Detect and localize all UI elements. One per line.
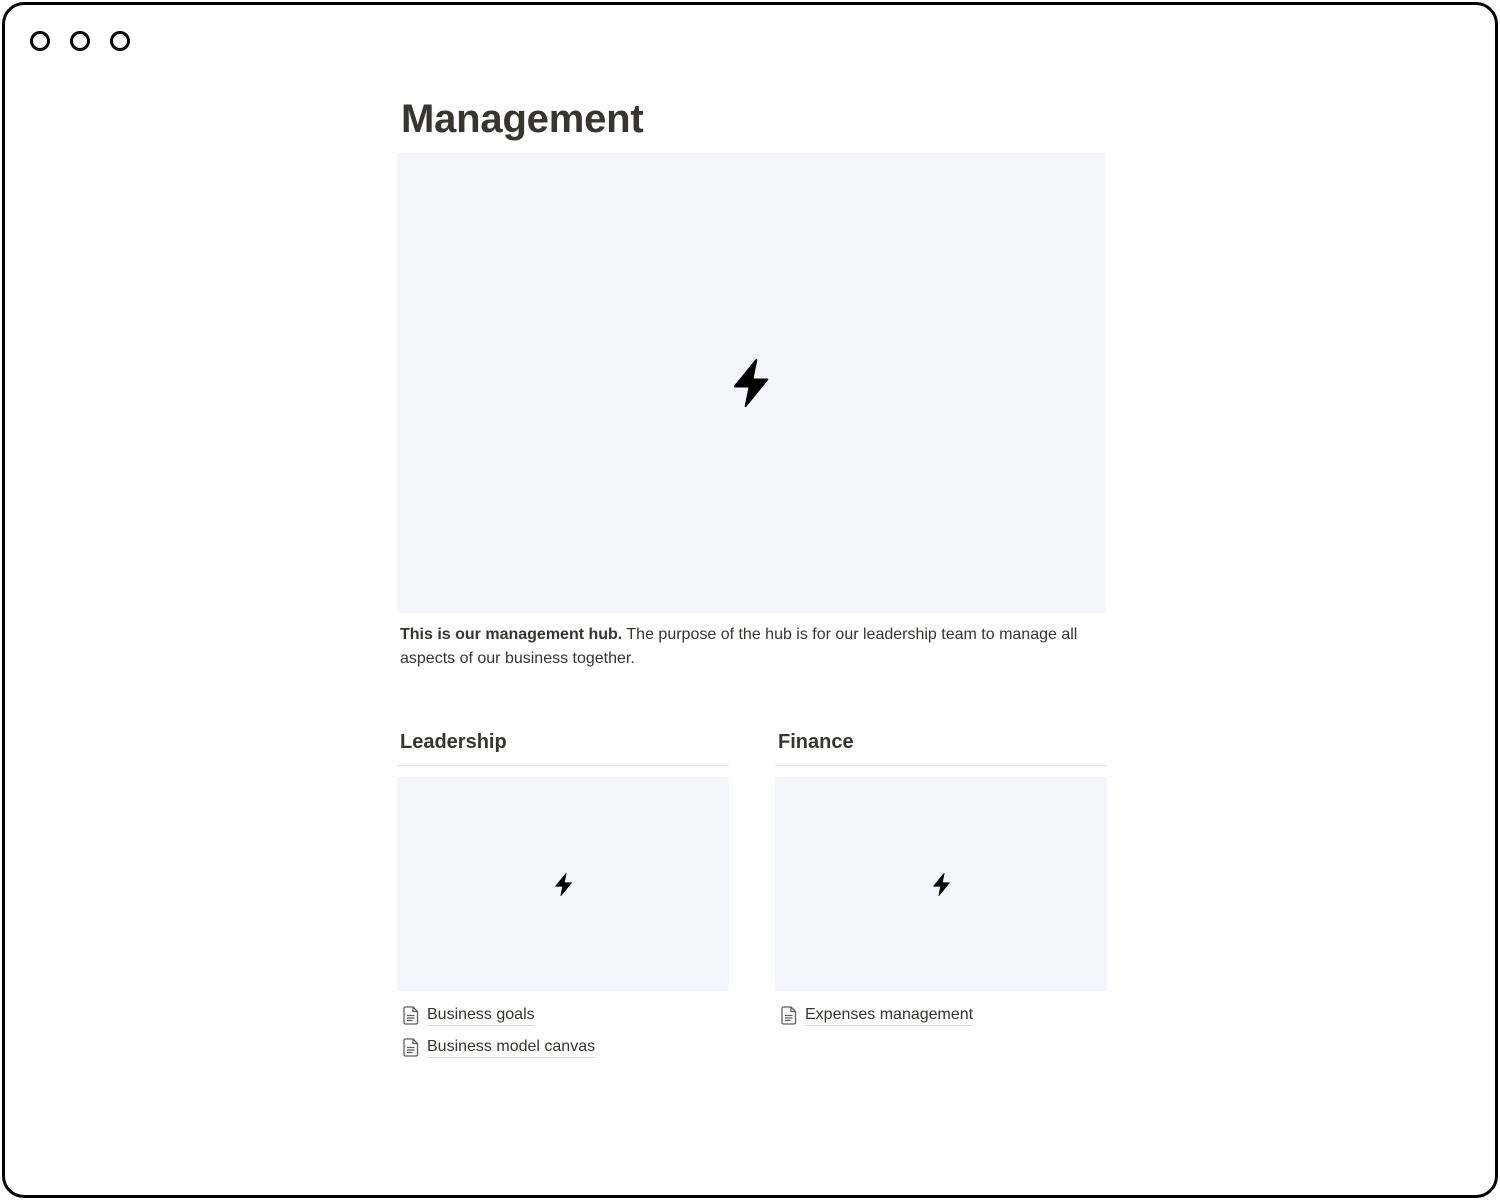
- link-list-finance: [775, 999, 1107, 1031]
- page-title[interactable]: Management: [401, 97, 644, 141]
- page-link-label: Business goals: [427, 1005, 535, 1026]
- sections-columns: [397, 729, 1107, 1063]
- page-link-expenses-management[interactable]: [775, 999, 1107, 1031]
- lightning-bolt-icon: [554, 873, 573, 896]
- link-list-leadership: [397, 999, 729, 1063]
- window-controls: [30, 31, 130, 51]
- section-finance: [775, 729, 1107, 1063]
- page-cover[interactable]: [397, 153, 1105, 613]
- page-link-label: Expenses management: [805, 1005, 973, 1026]
- intro-bold-text: This is our management hub.: [400, 626, 623, 643]
- page-link-business-goals[interactable]: [397, 999, 729, 1031]
- section-cover-finance[interactable]: [775, 777, 1107, 991]
- lightning-bolt-icon: [932, 873, 951, 896]
- intro-body-text: The purpose of the hub is for our leadership team to manage all aspects of our business together.: [400, 626, 1078, 667]
- window-minimize-button[interactable]: [70, 31, 90, 51]
- window-maximize-button[interactable]: [110, 31, 130, 51]
- intro-paragraph: [397, 623, 1100, 671]
- document-icon: [401, 1005, 421, 1025]
- document-icon: [401, 1037, 421, 1057]
- app-window: [2, 2, 1498, 1198]
- lightning-bolt-icon: [731, 359, 771, 407]
- window-close-button[interactable]: [30, 31, 50, 51]
- section-heading-finance[interactable]: Finance: [775, 729, 1107, 766]
- page-content: [397, 91, 1107, 1055]
- page-link-business-model-canvas[interactable]: [397, 1031, 729, 1063]
- document-icon: [779, 1005, 799, 1025]
- section-leadership: [397, 729, 729, 1063]
- section-heading-leadership[interactable]: Leadership: [397, 729, 729, 766]
- page-link-label: Business model canvas: [427, 1037, 595, 1058]
- section-cover-leadership[interactable]: [397, 777, 729, 991]
